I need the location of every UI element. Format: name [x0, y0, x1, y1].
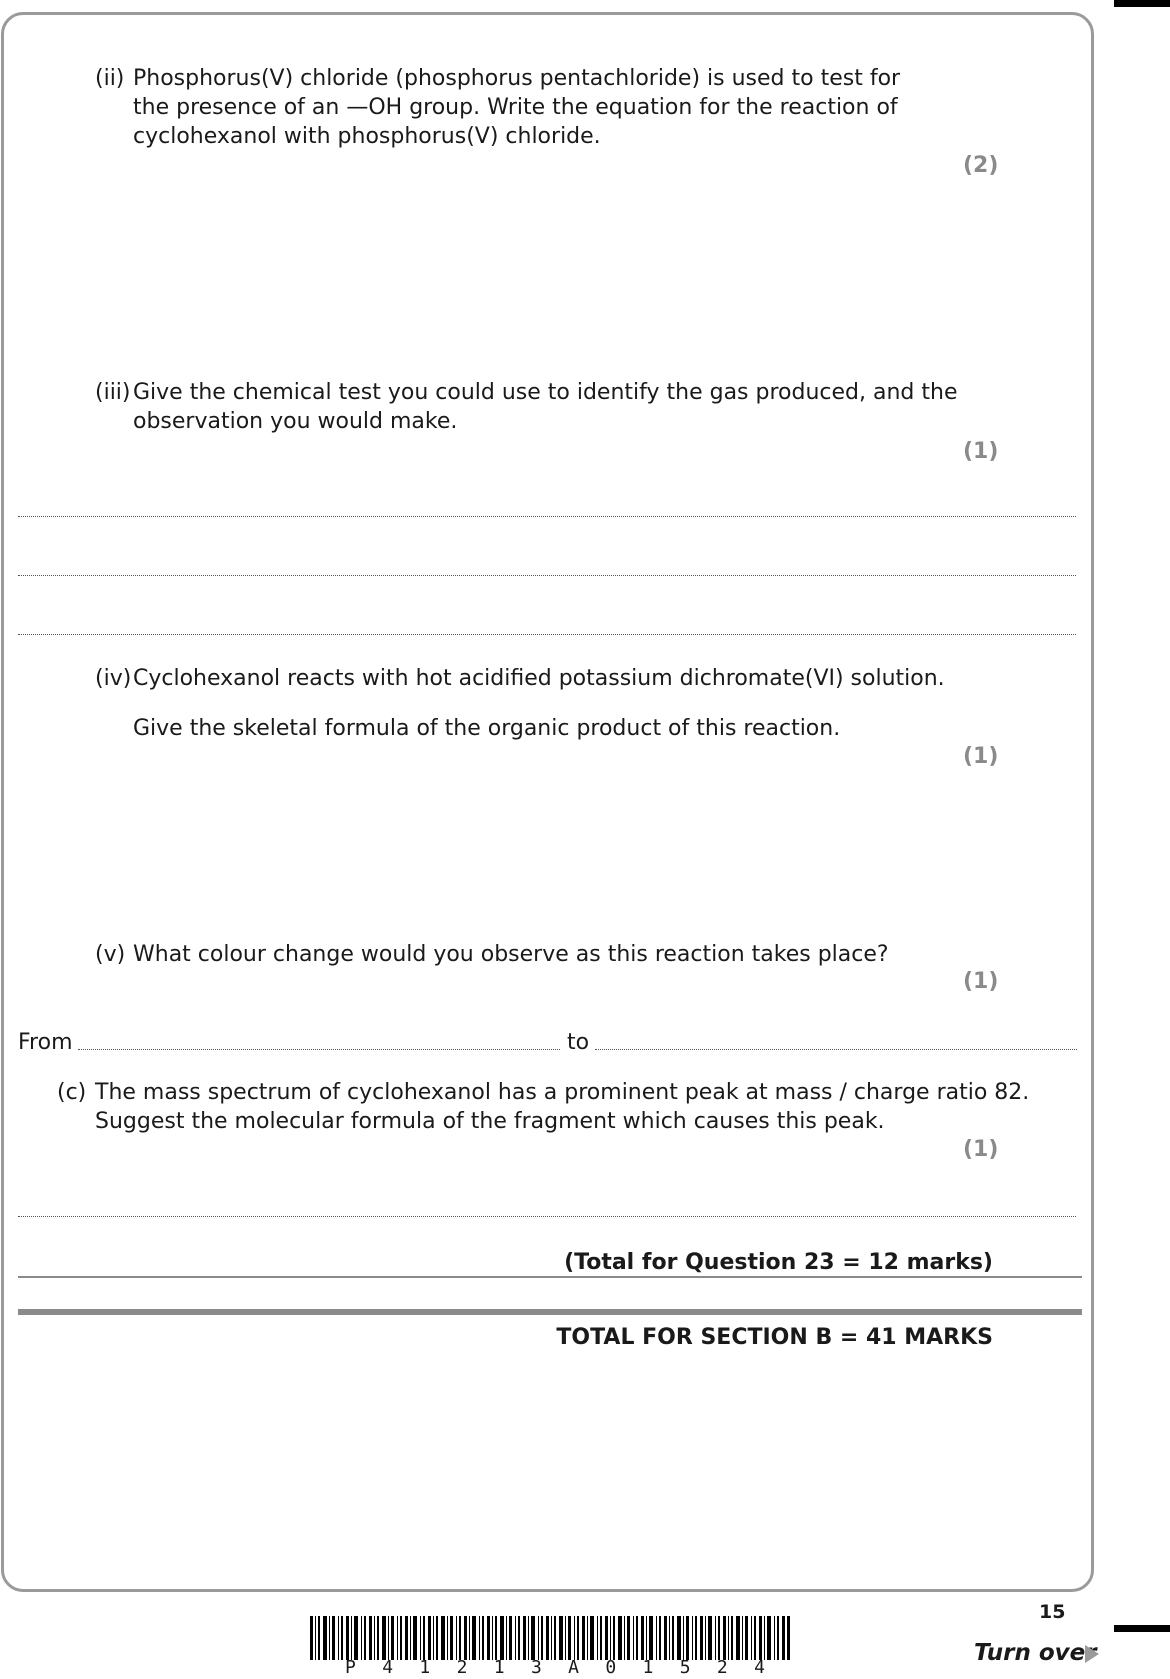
question-iii: [95, 378, 957, 436]
from-answer-line[interactable]: [78, 1049, 560, 1050]
barcode-char: P: [345, 1657, 356, 1678]
question-text-line: Give the skeletal formula of the organic product of this reaction.: [133, 716, 841, 741]
barcode-char: 0: [605, 1657, 617, 1678]
barcode-text: [345, 1657, 765, 1678]
barcode-char: 1: [642, 1657, 654, 1678]
question-v: [95, 940, 889, 969]
question-text-line: Give the chemical test you could use to identify the gas produced, and the: [133, 380, 958, 405]
barcode-char: 5: [679, 1657, 691, 1678]
total-for-section: TOTAL FOR SECTION B = 41 MARKS: [556, 1325, 993, 1350]
to-label: to: [567, 1030, 590, 1055]
question-text-line: Phosphorus(V) chloride (phosphorus pentachloride) is used to test for: [133, 66, 901, 91]
question-text-line: The mass spectrum of cyclohexanol has a prominent peak at mass / charge ratio 82.: [95, 1080, 1030, 1105]
top-registration-mark: [1114, 0, 1170, 7]
question-text-line: Suggest the molecular formula of the fragment which causes this peak.: [95, 1109, 885, 1134]
barcode-char: 3: [530, 1657, 542, 1678]
bottom-registration-mark: [1114, 1625, 1170, 1632]
marks-c: (1): [963, 1137, 999, 1162]
turn-over-label: Turn over: [974, 1640, 1097, 1666]
question-text-line: Cyclohexanol reacts with hot acidified potassium dichromate(VI) solution.: [133, 666, 945, 691]
barcode-char: 2: [456, 1657, 468, 1678]
barcode: [310, 1616, 790, 1660]
divider-thin: [18, 1276, 1082, 1278]
question-number: (v): [95, 942, 126, 967]
marks-iv: (1): [963, 744, 999, 769]
question-number: (ii): [95, 66, 125, 91]
answer-line[interactable]: [18, 575, 1076, 576]
marks-iii: (1): [963, 439, 999, 464]
barcode-char: 4: [382, 1657, 394, 1678]
barcode-char: 2: [716, 1657, 728, 1678]
divider-thick: [18, 1309, 1082, 1315]
barcode-char: 1: [419, 1657, 431, 1678]
answer-line[interactable]: [18, 516, 1076, 517]
question-text-line: observation you would make.: [133, 409, 458, 434]
question-c: [57, 1078, 1029, 1136]
question-number: (c): [57, 1080, 87, 1105]
barcode-char: 1: [493, 1657, 505, 1678]
total-for-question: (Total for Question 23 = 12 marks): [564, 1250, 993, 1275]
page-border: [1, 12, 1094, 1592]
page-number: 15: [1039, 1601, 1066, 1623]
barcode-char: A: [568, 1657, 579, 1678]
question-number: (iii): [95, 380, 131, 405]
answer-line[interactable]: [18, 1216, 1076, 1217]
question-text-line: What colour change would you observe as this reaction takes place?: [133, 942, 889, 967]
barcode-char: 4: [754, 1657, 765, 1678]
question-number: (iv): [95, 666, 132, 691]
question-iv-instruction: [95, 714, 840, 743]
turn-over-arrow-icon: [1085, 1645, 1099, 1663]
marks-v: (1): [963, 969, 999, 994]
marks-ii: (2): [963, 153, 999, 178]
to-answer-line[interactable]: [595, 1049, 1077, 1050]
question-text-line: the presence of an —OH group. Write the equation for the reaction of: [133, 95, 898, 120]
question-text-line: cyclohexanol with phosphorus(V) chloride.: [133, 124, 601, 149]
answer-line[interactable]: [18, 634, 1076, 635]
from-label: From: [18, 1030, 73, 1055]
question-iv: [95, 664, 945, 693]
question-ii: [95, 64, 900, 151]
